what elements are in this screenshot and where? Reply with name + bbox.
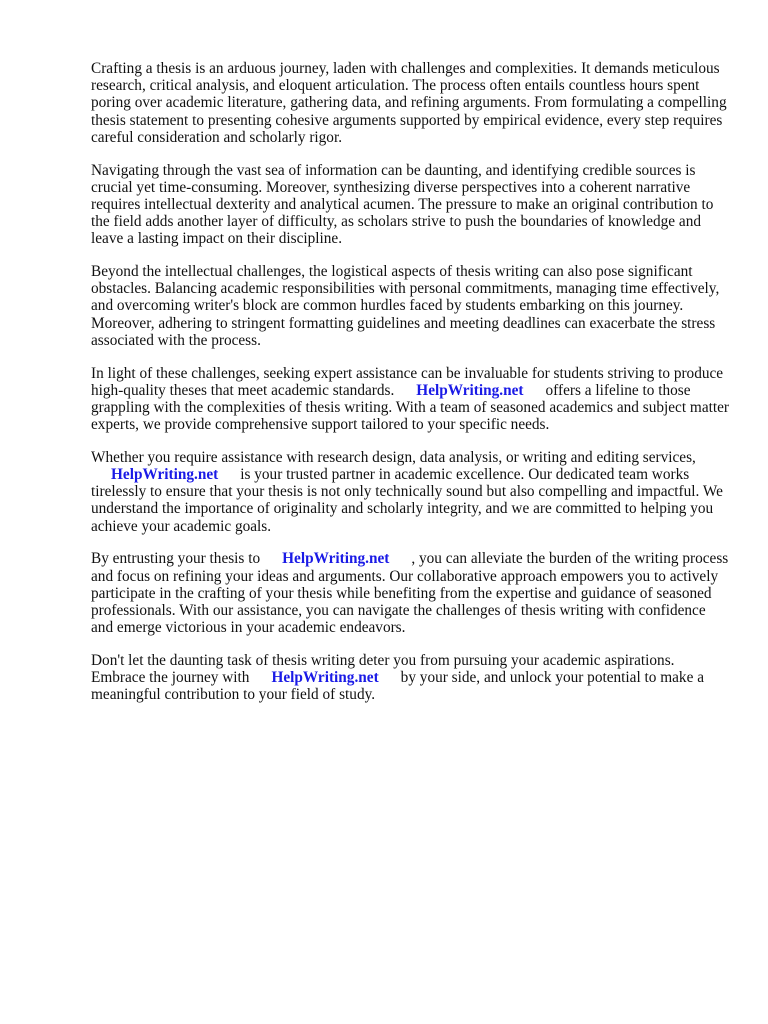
paragraph-entrusting-text-before: By entrusting your thesis to — [91, 550, 261, 568]
paragraph-closing-text-after: by your side, and unlock your potential to make a meaningful contribution to your field of study. — [91, 669, 704, 704]
paragraph-navigating: Navigating through the vast sea of information can be daunting, and identifying credible sources is crucial yet time-consuming. Moreover, synthesizing diverse perspectives into a coherent narrative requires intellectual dexterity and analytical acumen. The pressure to make an original contribution to the field adds another layer of difficulty, as scholars strive to push the boundaries of knowledge and leave a lasting impact on their discipline. — [91, 161, 714, 248]
paragraph-services-text-after: is your trusted partner in academic excellence. Our dedicated team works tirelessly to ensure that your thesis is not only technically sound but also compelling and impactful. We understand the importance of originality and scholarly integrity, and we are committed to helping you achieve your academic goals. — [91, 466, 723, 535]
paragraph-closing — [91, 652, 731, 704]
helpwriting-link-1[interactable]: HelpWriting.net — [416, 381, 524, 399]
paragraph-services — [91, 449, 731, 535]
paragraph-intro: Crafting a thesis is an arduous journey, laden with challenges and complexities. It demands meticulous research, critical analysis, and eloquent articulation. The process often entails countless hours spent poring over academic literature, gathering data, and refining arguments. From formulating a compelling thesis statement to presenting cohesive arguments supported by empirical evidence, every step requires careful consideration and scholarly rigor. — [91, 60, 727, 146]
paragraph-logistics: Beyond the intellectual challenges, the logistical aspects of thesis writing can also pose significant obstacles. Balancing academic responsibilities with personal commitments, managing time effectively, and overcoming writer's block are common hurdles faced by students embarking on this journey. Moreover, adhering to stringent formatting guidelines and meeting deadlines can exacerbate the stress associated with the process. — [91, 263, 720, 349]
paragraph-services-text-before: Whether you require assistance with research design, data analysis, or writing and editing services, — [91, 448, 696, 466]
paragraph-assistance-text-before: In light of these challenges, seeking expert assistance can be invaluable for students striving to produce high-quality theses that meet academic standards. — [91, 364, 724, 399]
helpwriting-link-3[interactable]: HelpWriting.net — [282, 550, 390, 568]
helpwriting-link-2[interactable]: HelpWriting.net — [111, 466, 219, 484]
paragraph-entrusting — [91, 550, 731, 636]
helpwriting-link-4[interactable]: HelpWriting.net — [271, 669, 379, 687]
paragraph-assistance — [91, 365, 731, 434]
paragraph-closing-text-before: Don't let the daunting task of thesis writing deter you from pursuing your academic aspirations. Embrace the journey with — [91, 651, 675, 687]
paragraph-entrusting-text-after: , you can alleviate the burden of the writing process and focus on refining your ideas and arguments. Our collaborative approach empowers you to actively participate in the crafting of your thesis while benefiting from the expertise and guidance of seasoned professionals. With our assistance, you can navigate the challenges of thesis writing with confidence and emerge victorious in your academic endeavors. — [91, 550, 729, 637]
paragraph-assistance-text-after: offers a lifeline to those grappling with the complexities of thesis writing. With a team of seasoned academics and subject matter experts, we provide comprehensive support tailored to your specific needs. — [91, 381, 729, 434]
document-body — [91, 60, 731, 719]
